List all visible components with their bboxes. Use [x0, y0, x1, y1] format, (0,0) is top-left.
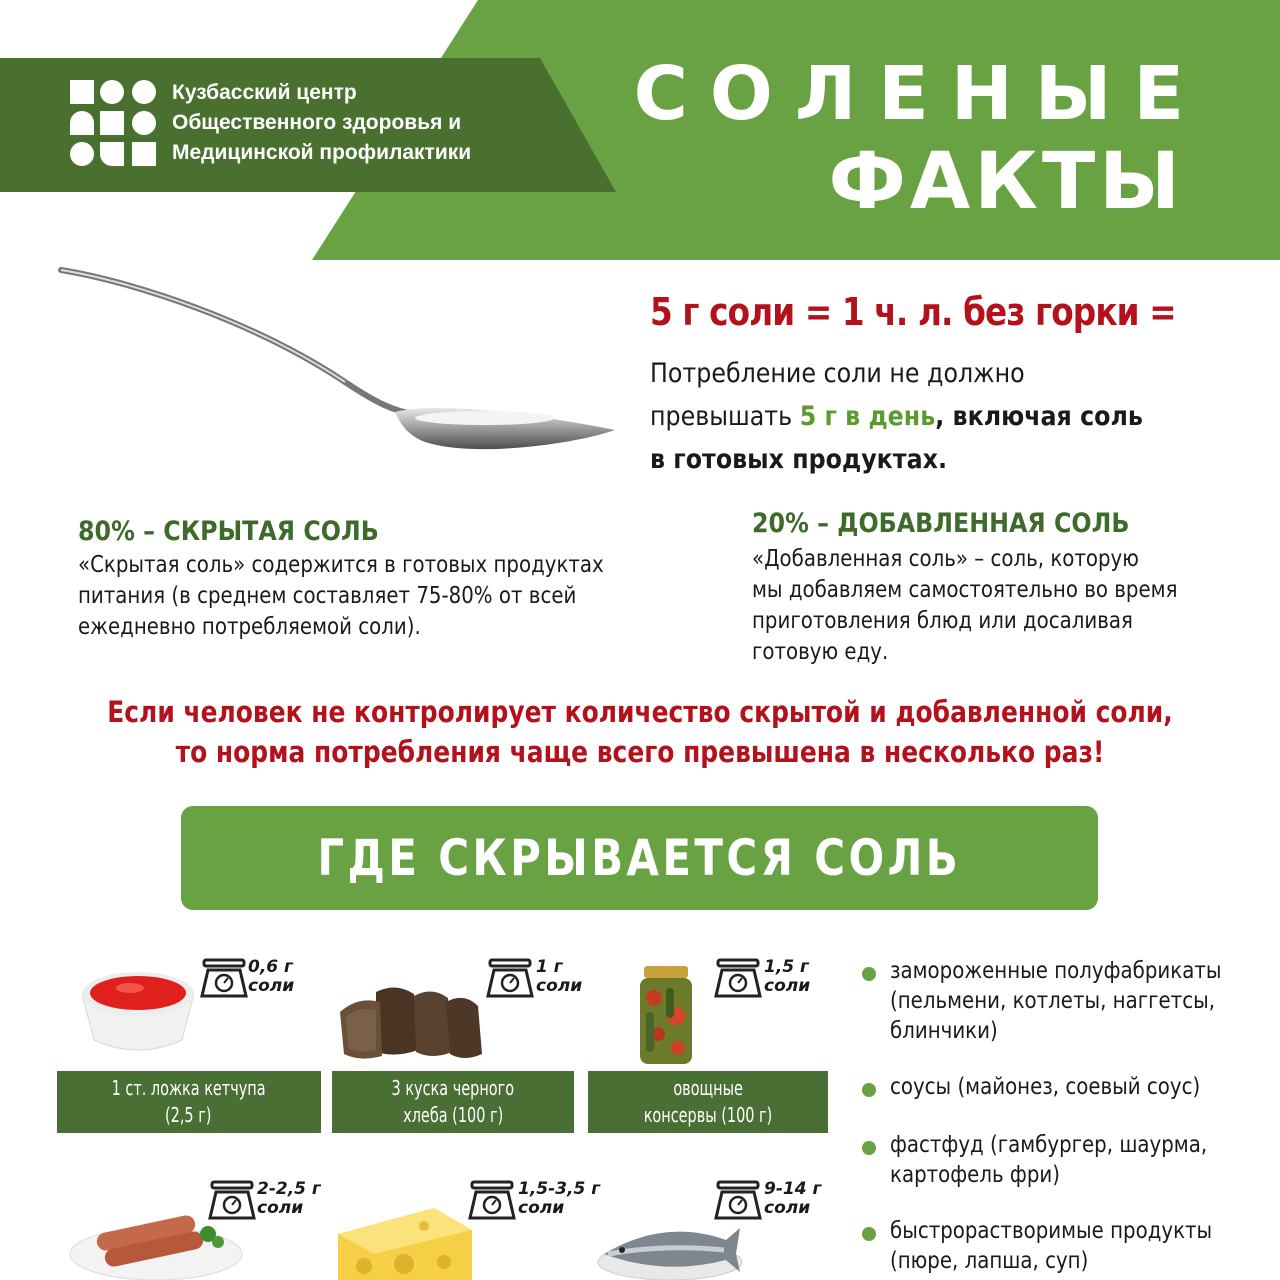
warning-text [0, 692, 1280, 772]
ketchup-bowl-icon [78, 960, 198, 1056]
title-line: ФАКТЫ [828, 137, 1184, 227]
banner-text: ГДЕ СКРЫВАЕТСЯ СОЛЬ [317, 829, 962, 887]
amount-unit: соли [518, 1198, 565, 1218]
list-text: фастфуд (гамбургер, шаурма, [890, 1132, 1208, 1158]
desc-text: Потребление соли не должно [650, 358, 1025, 389]
label-line: (2,5 г) [165, 1103, 213, 1127]
list-text: (пельмени, котлеты, наггетсы, [890, 988, 1215, 1014]
label-line: 3 куска черного [391, 1076, 515, 1100]
list-text: быстрорастворимые продукты [890, 1218, 1213, 1244]
amount-value: 1,5 г [764, 957, 809, 977]
label-line: хлеба (100 г) [402, 1103, 504, 1127]
scale-icon [468, 1180, 516, 1220]
text-line: «Скрытая соль» содержится в готовых продуктах [78, 552, 604, 578]
food-label [57, 1071, 321, 1133]
hidden-salt-heading: 80% – СКРЫТАЯ СОЛЬ [78, 516, 379, 547]
desc-text: превышать [650, 401, 800, 432]
salt-limit-text [650, 352, 1178, 481]
text-line: готовую еду. [752, 639, 889, 665]
org-name-line: Кузбасский центр [172, 81, 357, 104]
black-bread-icon [336, 982, 486, 1062]
list-text: (пюре, лапша, суп) [890, 1248, 1089, 1274]
food-label [588, 1071, 828, 1133]
list-text: блинчики) [890, 1018, 998, 1044]
added-salt-text [752, 544, 1177, 668]
amount-value: 2-2,5 г [257, 1179, 321, 1199]
salt-amount [536, 958, 582, 996]
salt-amount [764, 1180, 821, 1218]
list-item [862, 1216, 1272, 1280]
list-text: картофель фри) [890, 1162, 1060, 1188]
list-item [862, 956, 1272, 1052]
warning-line: Если человек не контролирует количество скрытой и добавленной соли, [107, 695, 1173, 729]
org-name-line: Общественного здоровья и [172, 111, 462, 134]
bullet-icon [862, 1083, 876, 1097]
amount-value: 9-14 г [764, 1179, 822, 1199]
text-line: ежедневно потребляемой соли). [78, 614, 421, 640]
bullet-icon [862, 1227, 876, 1241]
scale-icon [714, 1180, 762, 1220]
label-line: консервы (100 г) [643, 1103, 773, 1127]
salt-amount [257, 1180, 321, 1218]
text-line: приготовления блюд или досаливая [752, 608, 1133, 634]
list-text: замороженные полуфабрикаты [890, 958, 1222, 984]
list-item [862, 1130, 1272, 1194]
text-line: питания (в среднем составляет 75-80% от всей [78, 583, 577, 609]
pickle-jar-icon [636, 964, 696, 1066]
amount-value: 1 г [536, 957, 563, 977]
salt-equation: 5 г соли = 1 ч. л. без горки = [650, 290, 1176, 334]
salted-fish-icon [594, 1214, 744, 1280]
cheese-icon [334, 1204, 476, 1280]
text-line: мы добавляем самостоятельно во время [752, 577, 1178, 603]
list-item [862, 1072, 1272, 1106]
page-title [633, 51, 1206, 228]
scale-icon [486, 958, 534, 998]
amount-unit: соли [764, 976, 811, 996]
label-line: овощные [673, 1076, 743, 1100]
org-name-line: Медицинской профилактики [172, 141, 472, 164]
org-logo [70, 80, 156, 166]
amount-value: 1,5-3,5 г [518, 1179, 601, 1199]
org-name [172, 78, 471, 168]
text-line: «Добавленная соль» – соль, которую [752, 546, 1139, 572]
scale-icon [208, 1180, 256, 1220]
amount-unit: соли [764, 1198, 811, 1218]
scale-icon [200, 958, 248, 998]
bullet-icon [862, 1141, 876, 1155]
salt-amount [248, 958, 294, 996]
amount-unit: соли [257, 1198, 304, 1218]
added-salt-heading: 20% – ДОБАВЛЕННАЯ СОЛЬ [752, 508, 1130, 539]
desc-text: в готовых продуктах. [650, 444, 947, 475]
bullet-icon [862, 967, 876, 981]
amount-unit: соли [248, 976, 295, 996]
salt-amount [518, 1180, 600, 1218]
list-text: соусы (майонез, соевый соус) [890, 1074, 1201, 1100]
title-line: СОЛЕНЫЕ [633, 51, 1206, 137]
desc-text: , включая соль [935, 401, 1143, 432]
amount-value: 0,6 г [248, 957, 293, 977]
label-line: 1 ст. ложка кетчупа [111, 1076, 267, 1100]
where-salt-hides-banner [181, 806, 1098, 910]
hidden-salt-text [78, 550, 604, 643]
daily-limit-highlight: 5 г в день [799, 401, 936, 432]
spoon-icon [55, 262, 625, 462]
warning-line: то норма потребления чаще всего превышена в несколько раз! [175, 735, 1105, 769]
salt-amount [764, 958, 810, 996]
scale-icon [714, 958, 762, 998]
food-label [332, 1071, 574, 1133]
amount-unit: соли [536, 976, 583, 996]
